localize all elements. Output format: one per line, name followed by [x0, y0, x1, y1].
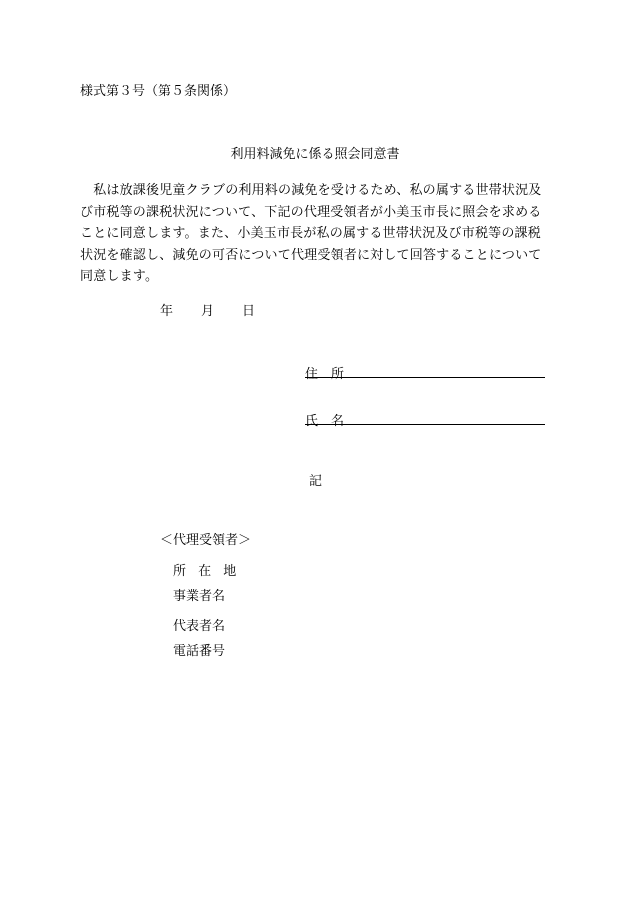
year-label: 年 [160, 304, 174, 319]
form-number: 様式第３号（第５条関係） [80, 84, 237, 99]
ki-mark: 記 [309, 474, 323, 489]
body-line: 状況を確認し、減免の可否について代理受領者に対して回答することについて [80, 247, 542, 263]
address-label: 住 所 [305, 367, 345, 382]
month-label: 月 [201, 304, 215, 319]
agent-heading: ＜代理受領者＞ [160, 533, 252, 548]
consent-body [80, 180, 555, 288]
name-label: 氏 名 [305, 414, 345, 429]
name-row [305, 410, 349, 429]
day-label: 日 [242, 304, 256, 319]
agent-representative-label: 代表者名 [173, 619, 226, 634]
body-line: び市税等の課税状況について、下記の代理受領者が小美玉市長に照会を求める [80, 204, 542, 220]
body-line: 私は放課後児童クラブの利用料の減免を受けるため、私の属する世帯状況及 [80, 183, 542, 198]
body-line: 同意します。 [80, 269, 159, 284]
body-line: ことに同意します。また、小美玉市長が私の属する世帯状況及び市税等の課税 [80, 226, 541, 241]
agent-business-label: 事業者名 [173, 589, 226, 604]
address-row [305, 363, 349, 382]
name-field-line[interactable] [305, 424, 545, 425]
address-field-line[interactable] [305, 377, 545, 378]
document-title: 利用料減免に係る照会同意書 [230, 147, 400, 162]
agent-phone-label: 電話番号 [173, 644, 226, 659]
agent-location-label: 所 在 地 [173, 564, 241, 579]
date-line [160, 300, 255, 319]
